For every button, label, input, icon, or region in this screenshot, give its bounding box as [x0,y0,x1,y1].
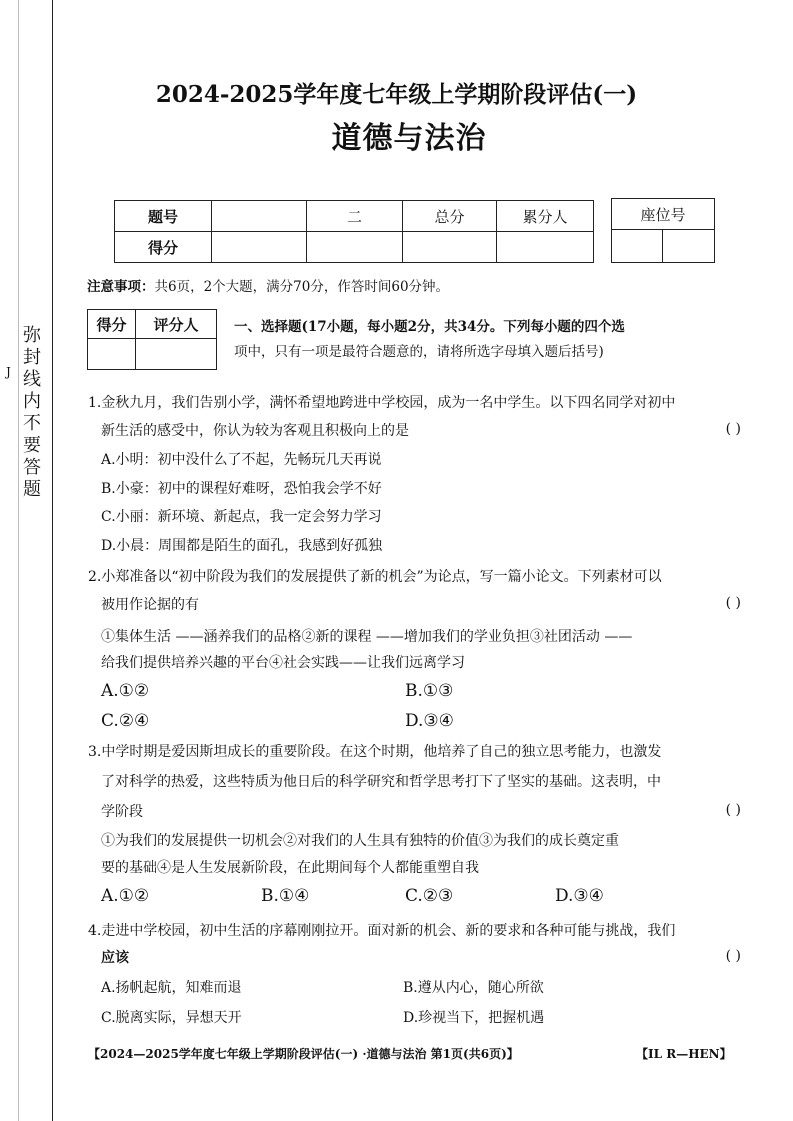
seal-char: 题 [23,479,41,500]
notice-text: 共6页，2个大题，满分70分，作答时间60分钟。 [154,279,450,295]
option-b: B.遵从内心，随心所欲 [403,980,544,996]
grader-name-label: 评分人 [136,310,217,339]
seal-char: 不 [23,413,41,434]
notice [87,275,449,295]
seat-input-cell[interactable] [612,230,663,263]
question-text: 新生活的感受中，你认为较为客观且积极向上的是 [101,423,409,439]
score-input-cell[interactable] [212,232,307,263]
option-c: C.脱离实际，异想天开 [101,1010,242,1026]
option-d: D.③④ [555,886,604,906]
seal-char: 封 [23,347,41,368]
answer-bracket[interactable]: ( ) [725,421,741,437]
answer-bracket[interactable]: ( ) [725,802,741,818]
grader-table [87,309,217,370]
seat-input-cell[interactable] [663,230,715,263]
binding-guide-line [18,0,19,1121]
option-c: C.②④ [101,711,150,731]
score-table-header: 二 [307,201,403,232]
seal-char: 答 [23,457,41,478]
seal-notice [22,325,42,501]
score-table-cell [212,201,307,232]
option-a: A.①② [101,681,150,701]
option-d: D.珍视当下，把握机遇 [403,1010,545,1026]
question-text: 学阶段 [101,804,143,820]
score-table-header: 得分 [115,232,212,263]
score-table-header: 题号 [115,201,212,232]
question-text: 1.金秋九月，我们告别小学，满怀希望地跨进中学校园，成为一名中学生。以下四名同学对初中 [88,395,676,411]
answer-bracket[interactable]: ( ) [725,948,741,964]
question-text: 应该 [101,950,129,966]
section-instructions [234,315,714,365]
exam-title: 2024-2025学年度七年级上学期阶段评估(一) [155,81,638,108]
answer-bracket[interactable]: ( ) [725,595,741,611]
statement-text: ①集体生活 ——涵养我们的品格②新的课程 ——增加我们的学业负担③社团活动 —— [101,629,633,645]
notice-label: 注意事项： [87,279,155,295]
statement-text: 给我们提供培养兴趣的平台④社会实践——让我们远离学习 [101,655,465,671]
question-text: 2.小郑准备以“初中阶段为我们的发展提供了新的机会”为论点，写一篇小论文。下列素材可以 [88,569,662,585]
statement-text: 要的基础④是人生发展新阶段，在此期间每个人都能重塑自我 [101,860,479,876]
statement-text: ①为我们的发展提供一切机会②对我们的人生具有独特的价值③为我们的成长奠定重 [101,833,619,849]
grader-name-cell[interactable] [136,339,217,370]
question-text: 被用作论据的有 [101,597,199,613]
seat-table [611,198,715,263]
score-input-cell[interactable] [307,232,403,263]
question-text: 4.走进中学校园，初中生活的序幕刚刚拉开。面对新的机会、新的要求和各种可能与挑战，我们 [88,923,676,939]
grader-score-label: 得分 [88,310,136,339]
option-d: D.小晨：周围都是陌生的面孔，我感到好孤独 [101,538,383,554]
section-line: 项中，只有一项是最符合题意的，请将所选字母填入题后括号) [234,344,604,360]
option-c: C.②③ [405,886,454,906]
binding-line [52,0,53,1121]
score-table-header: 累分人 [497,201,594,232]
score-input-cell[interactable] [497,232,594,263]
option-d: D.③④ [405,711,454,731]
option-b: B.①③ [405,681,454,701]
seal-char: 要 [23,435,41,456]
seal-char: 线 [23,369,41,390]
subject-title: 道德与法治 [331,121,487,156]
score-input-cell[interactable] [403,232,497,263]
seat-label: 座位号 [612,199,715,230]
margin-mark: J [6,365,11,379]
score-table [114,200,594,263]
section-line: 一、选择题(17小题，每小题2分，共34分。下列每小题的四个选 [234,319,625,335]
seal-char: 弥 [23,325,41,346]
option-b: B.小豪：初中的课程好难呀，恐怕我会学不好 [101,481,382,497]
page-footer: 【2024—2025学年度七年级上学期阶段评估(一) ·道德与法治 第1页(共6页)】 [88,1047,519,1061]
option-a: A.①② [101,886,150,906]
option-b: B.①④ [261,886,310,906]
option-c: C.小丽：新环境、新起点，我一定会努力学习 [101,509,382,525]
option-a: A.小明：初中没什么了不起，先畅玩几天再说 [101,452,382,468]
seal-char: 内 [23,391,41,412]
score-table-header: 总分 [403,201,497,232]
grader-score-cell[interactable] [88,339,136,370]
question-text: 了对科学的热爱，这些特质为他日后的科学研究和哲学思考打下了坚实的基础。这表明，中 [101,774,661,790]
option-a: A.扬帆起航，知难而退 [101,980,242,996]
question-text: 3.中学时期是爱因斯坦成长的重要阶段。在这个时期，他培养了自己的独立思考能力，也激发 [88,744,662,760]
footer-code: 【IL R—HEN】 [636,1047,732,1061]
